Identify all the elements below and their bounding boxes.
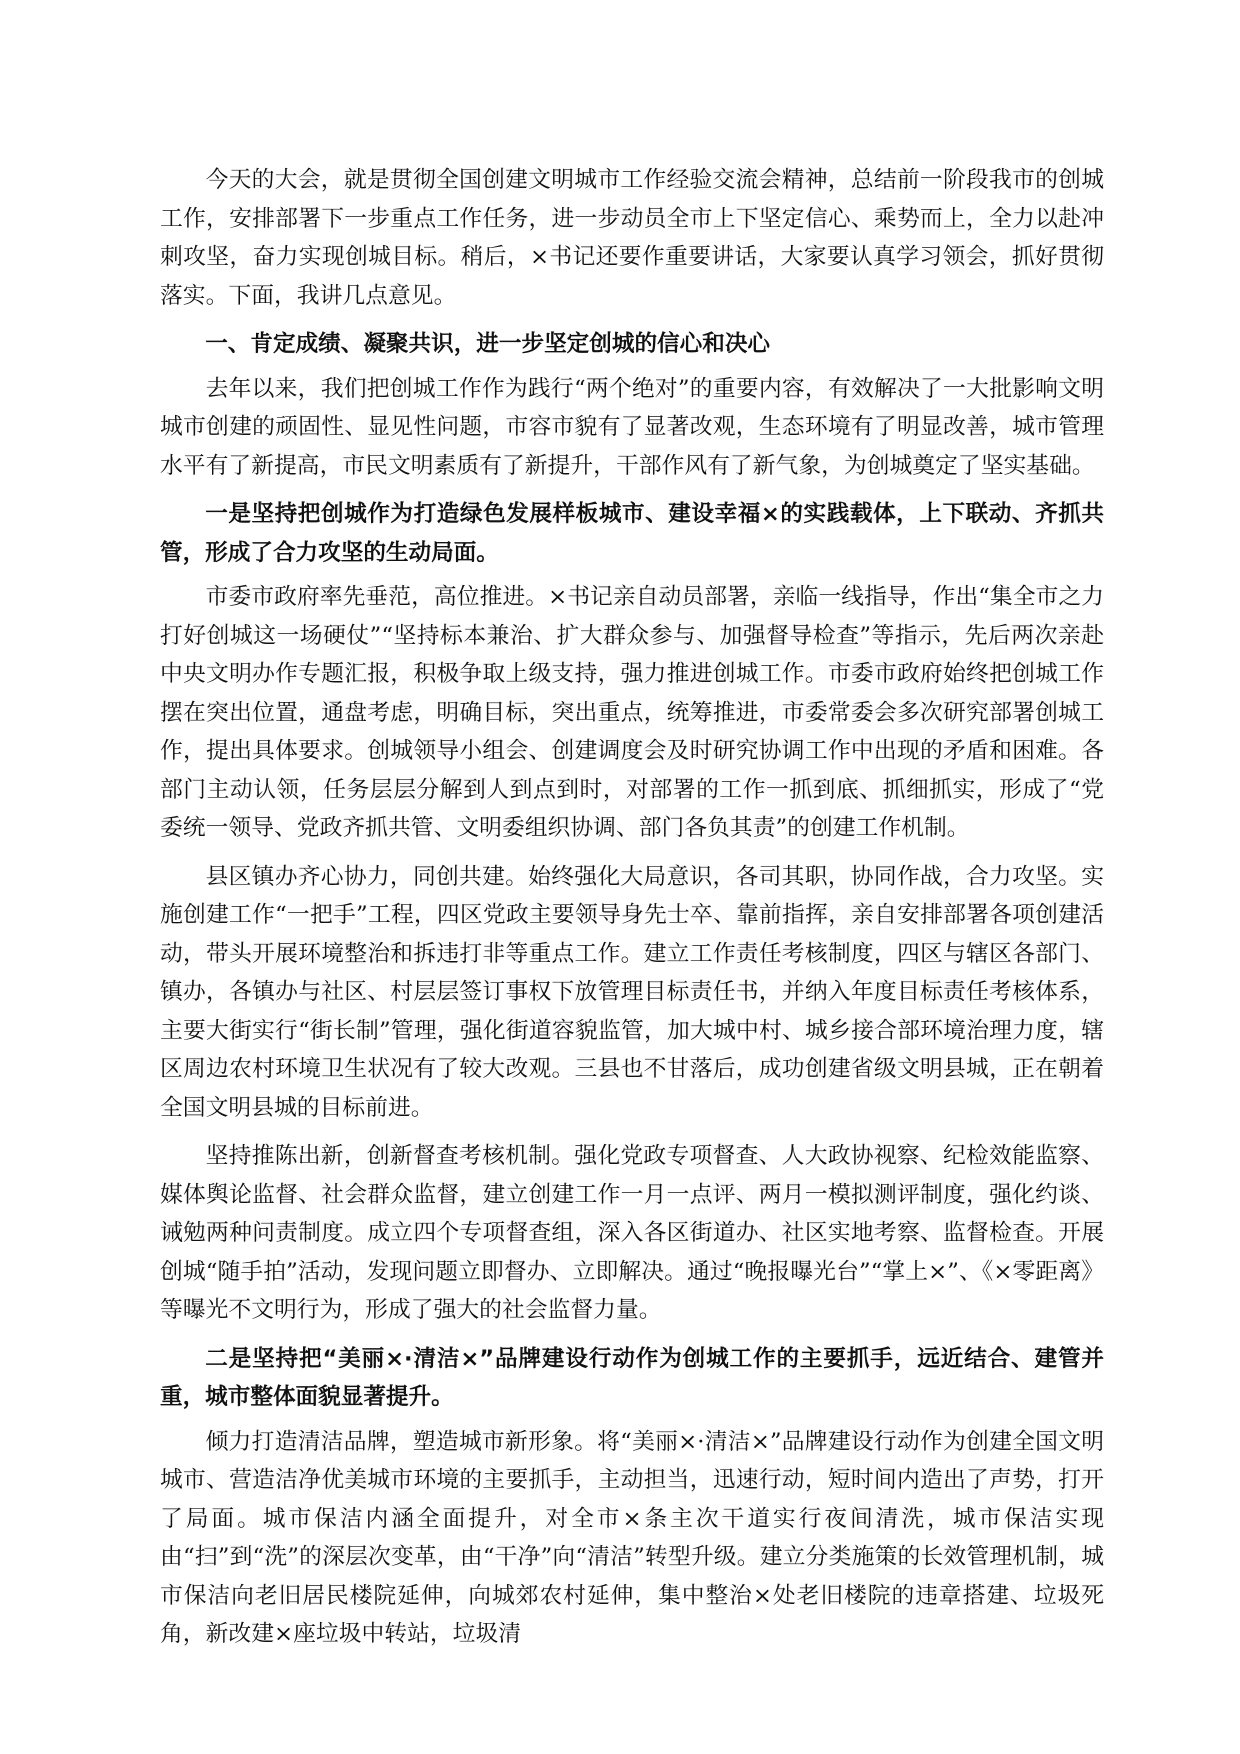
- body-paragraph: 去年以来，我们把创城工作作为践行“两个绝对”的重要内容，有效解决了一大批影响文明城市创建的顽固性、显见性问题，市容市貌有了显著改观，生态环境有了明显改善，城市管理水平有了新提高，市民文明素质有了新提升，干部作风有了新气象，为创城奠定了坚实基础。: [160, 375, 1104, 479]
- body-paragraph: 倾力打造清洁品牌，塑造城市新形象。将“美丽×·清洁×”品牌建设行动作为创建全国文明城市、营造洁净优美城市环境的主要抓手，主动担当，迅速行动，短时间内造出了声势，打开了局面。城市保洁内涵全面提升，对全市×条主次干道实行夜间清洗，城市保洁实现由“扫”到“洗”的深层次变革，由“干净”向“清洁”转型升级。建立分类施策的长效管理机制，城市保洁向老旧居民楼院延伸，向城郊农村延伸，集中整治×处老旧楼院的违章搭建、垃圾死角，新改建×座垃圾中转站，垃圾清: [160, 1428, 1104, 1647]
- intro-paragraph: 今天的大会，就是贯彻全国创建文明城市工作经验交流会精神，总结前一阶段我市的创城工作，安排部署下一步重点工作任务，进一步动员全市上下坚定信心、乘势而上，全力以赴冲刺攻坚，奋力实现创城目标。稍后，×书记还要作重要讲话，大家要认真学习领会，抓好贯彻落实。下面，我讲几点意见。: [160, 167, 1104, 309]
- subheading-1: 一是坚持把创城作为打造绿色发展样板城市、建设幸福×的实践载体，上下联动、齐抓共管，形成了合力攻坚的生动局面。: [160, 501, 1104, 566]
- body-paragraph: 坚持推陈出新，创新督查考核机制。强化党政专项督查、人大政协视察、纪检效能监察、媒体舆论监督、社会群众监督，建立创建工作一月一点评、两月一模拟测评制度，强化约谈、诫勉两种问责制度。成立四个专项督查组，深入各区街道办、社区实地考察、监督检查。开展创城“随手拍”活动，发现问题立即督办、立即解决。通过“晚报曝光台”“掌上×”、《×零距离》等曝光不文明行为，形成了强大的社会监督力量。: [160, 1143, 1104, 1323]
- document-page: [160, 161, 1104, 1664]
- body-paragraph: 县区镇办齐心协力，同创共建。始终强化大局意识，各司其职，协同作战，合力攻坚。实施创建工作“一把手”工程，四区党政主要领导身先士卒、靠前指挥，亲自安排部署各项创建活动，带头开展环境整治和拆违打非等重点工作。建立工作责任考核制度，四区与辖区各部门、镇办，各镇办与社区、村层层签订事权下放管理目标责任书，并纳入年度目标责任考核体系，主要大街实行“街长制”管理，强化街道容貌监管，加大城中村、城乡接合部环境治理力度，辖区周边农村环境卫生状况有了较大改观。三县也不甘落后，成功创建省级文明县城，正在朝着全国文明县城的目标前进。: [160, 863, 1104, 1121]
- subheading-2: 二是坚持把“美丽×·清洁×”品牌建设行动作为创城工作的主要抓手，远近结合、建管并重，城市整体面貌显著提升。: [160, 1345, 1104, 1410]
- body-paragraph: 市委市政府率先垂范，高位推进。×书记亲自动员部署，亲临一线指导，作出“集全市之力打好创城这一场硬仗”“坚持标本兼治、扩大群众参与、加强督导检查”等指示，先后两次亲赴中央文明办作专题汇报，积极争取上级支持，强力推进创城工作。市委市政府始终把创城工作摆在突出位置，通盘考虑，明确目标，突出重点，统筹推进，市委常委会多次研究部署创城工作，提出具体要求。创城领导小组会、创建调度会及时研究协调工作中出现的矛盾和困难。各部门主动认领，任务层层分解到人到点到时，对部署的工作一抓到底、抓细抓实，形成了“党委统一领导、党政齐抓共管、文明委组织协调、部门各负其责”的创建工作机制。: [160, 584, 1104, 841]
- section-heading-1: 一、肯定成绩、凝聚共识，进一步坚定创城的信心和决心: [205, 331, 771, 357]
